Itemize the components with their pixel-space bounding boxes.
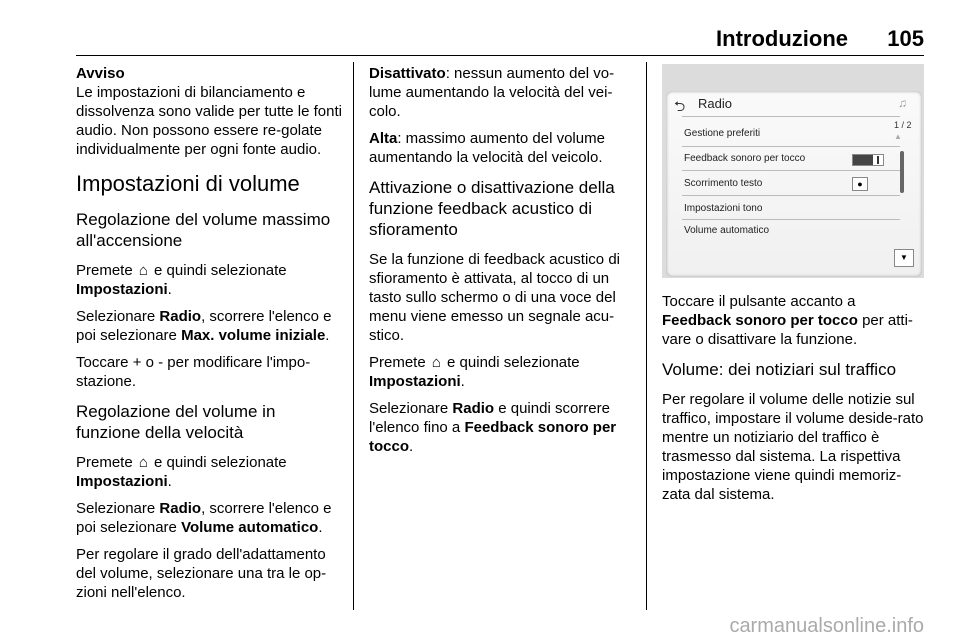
subsection-title: Regolazione del volume massimo all'accensione bbox=[76, 210, 331, 250]
paragraph: Disattivato: nessun aumento del vo-lume aumentando la velocità del vei-colo. bbox=[369, 65, 615, 120]
home-icon: ⌂ bbox=[138, 262, 148, 279]
menu-item: Gestione preferiti bbox=[684, 128, 761, 139]
paragraph: Toccare il pulsante accanto a Feedback sonoro per tocco per atti-vare o disattivare la funzione. bbox=[662, 293, 913, 348]
menu-item: Volume automatico bbox=[684, 225, 770, 236]
watermark: carmanualsonline.info bbox=[729, 615, 924, 637]
paragraph: Per regolare il volume delle notizie sul traffico, impostare il volume deside-rato mentre un notiziario del traffico è trasmesso dal sistema. La rispettiva impostazione viene quindi memoriz-zata dal sistema. bbox=[662, 391, 924, 503]
subsection-title: Attivazione o disattivazione della funzione feedback acustico di sfioramento bbox=[369, 178, 615, 239]
menu-item: Scorrimento testo bbox=[684, 178, 763, 189]
column-divider bbox=[646, 62, 647, 610]
paragraph: Toccare + o - per modificare l'impo-stazione. bbox=[76, 354, 311, 390]
scroll-down-icon: ▼ bbox=[894, 249, 914, 267]
column-1 bbox=[76, 64, 342, 610]
section-title: Impostazioni di volume bbox=[76, 171, 300, 196]
column-3 bbox=[662, 64, 926, 512]
paragraph: Per regolare il grado dell'adattamento del volume, selezionare una tra le op-zioni nell'elenco. bbox=[76, 546, 327, 601]
paragraph: Premete ⌂ e quindi selezionate Impostazioni. bbox=[369, 354, 580, 390]
paragraph: Selezionare Radio, scorrere l'elenco e poi selezionare Max. volume iniziale. bbox=[76, 308, 332, 344]
column-2 bbox=[369, 64, 633, 464]
page-number: 105 bbox=[887, 26, 924, 51]
paragraph: Premete ⌂ e quindi selezionate Impostazioni. bbox=[76, 262, 287, 298]
radio-icon: ● bbox=[852, 177, 868, 191]
header-title: Introduzione bbox=[716, 26, 848, 51]
note bbox=[76, 64, 342, 159]
column-divider bbox=[353, 62, 354, 610]
subsection-title: Volume: dei notiziari sul traffico bbox=[662, 360, 897, 379]
note-text: Le impostazioni di bilanciamento e dissolvenza sono valide per tutte le fonti audio. Non possono essere re-golate individualmente per ogni fonte audio. bbox=[76, 84, 342, 158]
menu-item: Impostazioni tono bbox=[684, 203, 763, 214]
subsection-title: Regolazione del volume in funzione della velocità bbox=[76, 402, 276, 442]
home-icon: ⌂ bbox=[138, 454, 148, 471]
paragraph: Se la funzione di feedback acustico di sfioramento è attivata, al tocco di un tasto sullo schermo o di una voce del menu viene emesso un segnale acu-stico. bbox=[369, 251, 620, 344]
paragraph: Alta: massimo aumento del volume aumentando la velocità del veicolo. bbox=[369, 130, 605, 166]
screen-title: Radio bbox=[698, 96, 732, 111]
note-title: Avviso bbox=[76, 65, 125, 82]
back-icon: ⮌ bbox=[674, 98, 686, 114]
paragraph: Selezionare Radio e quindi scorrere l'elenco fino a Feedback sonoro per tocco. bbox=[369, 400, 617, 455]
music-note-icon: ♫ bbox=[898, 96, 907, 110]
paragraph: Premete ⌂ e quindi selezionate Impostazioni. bbox=[76, 454, 287, 490]
page-indicator: 1 / 2 bbox=[894, 120, 912, 130]
home-icon: ⌂ bbox=[431, 354, 441, 371]
menu-item: Feedback sonoro per tocco bbox=[684, 153, 806, 164]
paragraph: Selezionare Radio, scorrere l'elenco e poi selezionare Volume automatico. bbox=[76, 500, 332, 536]
header-rule bbox=[76, 55, 924, 56]
scroll-up-icon: ▲ bbox=[894, 132, 902, 141]
